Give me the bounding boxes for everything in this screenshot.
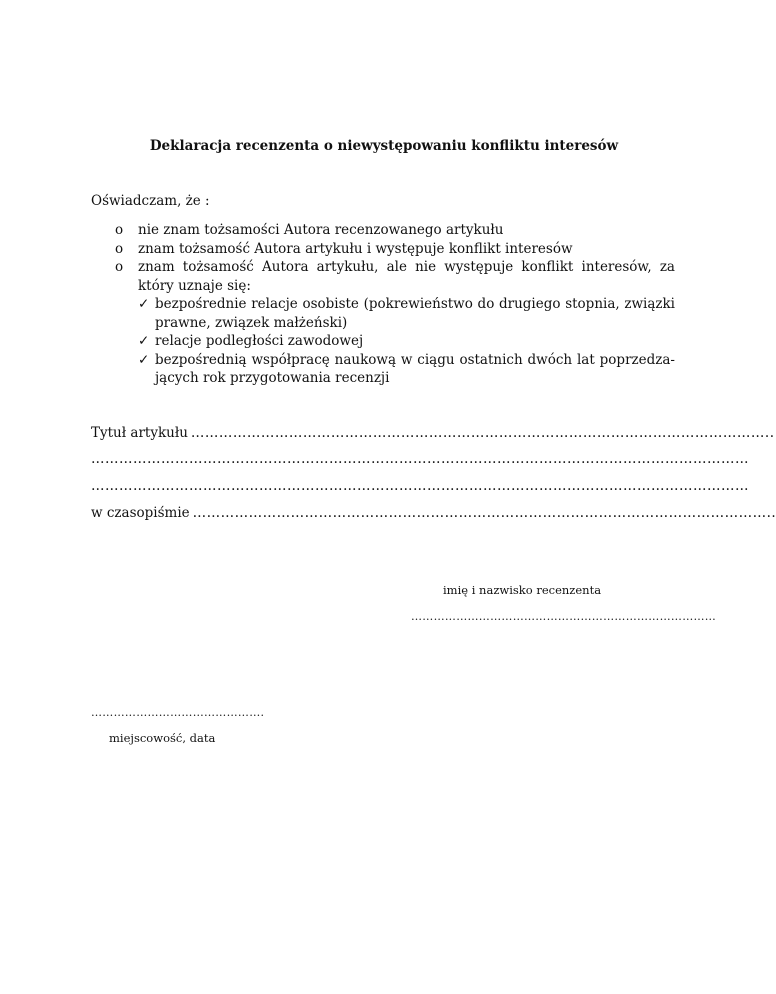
journal-dotted-line: ……………………………………………………………………………………………………………..: [192, 505, 776, 521]
circle-bullet-icon: o: [115, 240, 124, 257]
conflict-types-list: [138, 295, 675, 388]
article-title-continuation-line: [91, 451, 749, 467]
journal-field: [91, 505, 776, 521]
conflict-type-item: [138, 295, 675, 332]
dotted-line: ……………………………………………………………………………………………………………………………: [91, 478, 749, 494]
conflict-type-text: bezpośrednie relacje osobiste (pokrewieństwo do drugiego stopnia, związki prawne, związek małżeński): [155, 296, 675, 331]
journal-label: w czasopiśmie: [91, 505, 190, 521]
article-title-continuation-line: [91, 478, 749, 494]
conflict-type-text: bezpośrednią współpracę naukową w ciągu ostatnich dwóch lat poprzedza-jących rok przygotowania recenzji: [155, 351, 675, 386]
option-text: nie znam tożsamości Autora recenzowanego artykułu: [138, 222, 504, 238]
article-title-field: [91, 425, 775, 441]
document-title: Deklaracja recenzenta o niewystępowaniu konfliktu interesów: [149, 138, 619, 154]
option-item-identity-no-conflict: [91, 258, 675, 388]
declaration-intro: Oświadczam, że :: [91, 193, 210, 209]
conflict-type-item: [138, 351, 675, 388]
checkmark-icon: ✓: [138, 296, 150, 312]
reviewer-name-label: imię i nazwisko recenzenta: [443, 583, 602, 597]
circle-bullet-icon: o: [115, 259, 124, 275]
reviewer-signature-dotted-line: ………………………………………………………………………: [411, 610, 717, 623]
article-title-dotted-line: ……………………………………………………………………………………………………………..: [190, 425, 775, 441]
option-text: znam tożsamość Autora artykułu i występuje konflikt interesów: [138, 240, 573, 257]
declaration-options-list: [91, 221, 675, 388]
option-item-identity-conflict: [91, 240, 675, 259]
option-item-no-identity: [91, 221, 675, 240]
place-date-dotted-line: ……………………………………….: [91, 706, 265, 719]
checkmark-icon: ✓: [138, 333, 150, 349]
conflict-type-item: [138, 332, 675, 351]
option-text: znam tożsamość Autora artykułu, ale nie występuje konflikt interesów, za który uznaje się:: [138, 259, 675, 294]
article-title-label: Tytuł artykułu: [91, 425, 188, 441]
dotted-line: ……………………………………………………………………………………………………………………………: [91, 451, 749, 467]
circle-bullet-icon: o: [115, 222, 124, 238]
place-date-label: miejscowość, data: [109, 731, 216, 745]
checkmark-icon: ✓: [138, 351, 150, 368]
conflict-type-text: relacje podległości zawodowej: [155, 333, 364, 349]
